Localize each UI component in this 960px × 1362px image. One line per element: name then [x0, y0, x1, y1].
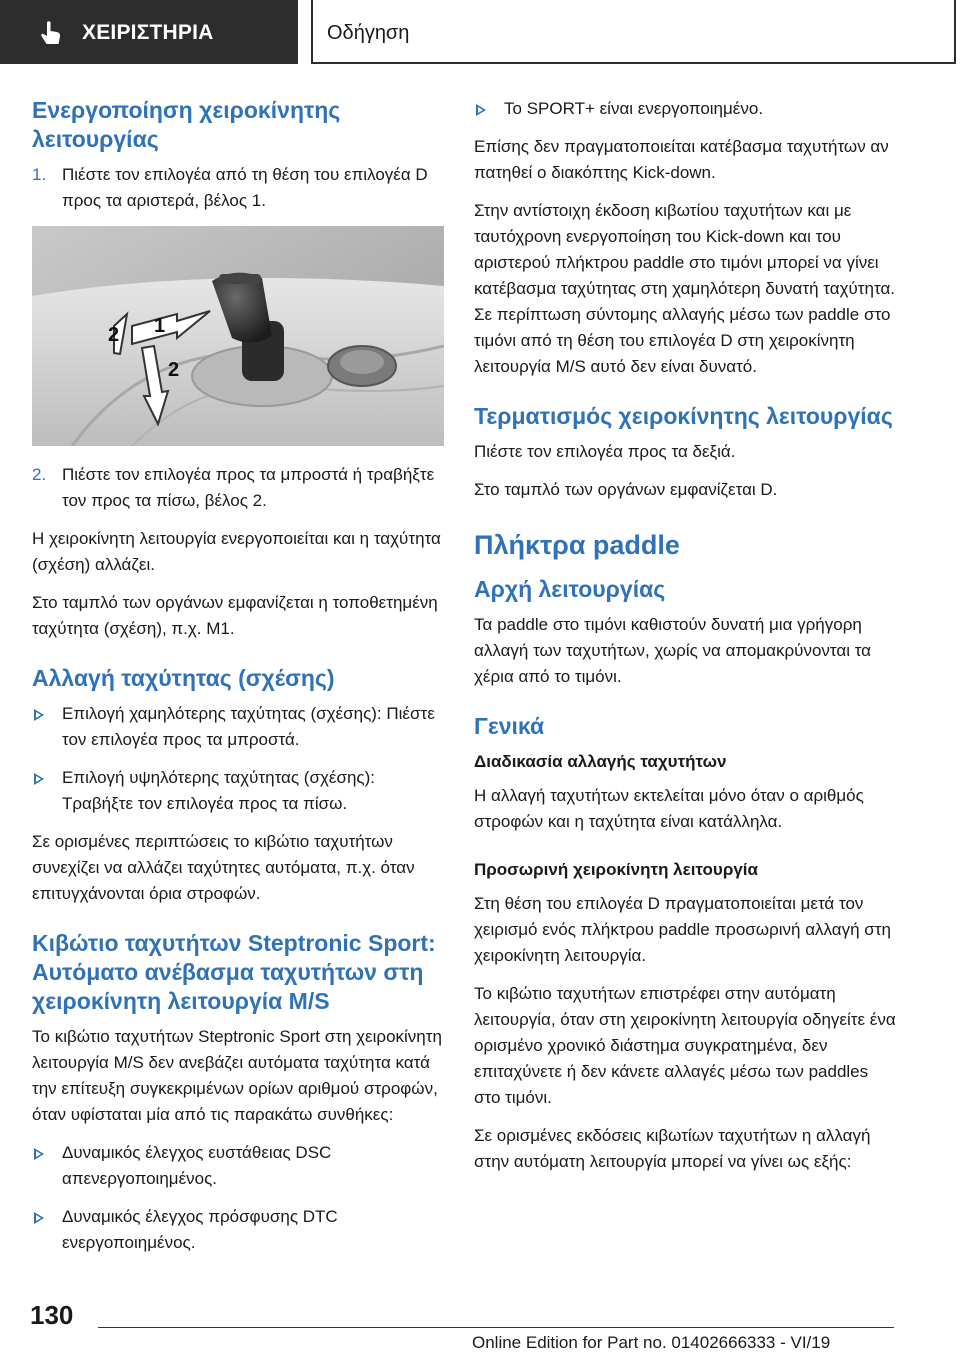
paragraph: Πιέστε τον επιλογέα προς τα δεξιά. [474, 442, 736, 461]
paragraph: Στο ταμπλό των οργάνων εμφανίζεται D. [474, 480, 778, 499]
bullet-text: Επιλογή χαμηλότερης ταχύτητας (σχέσης): Πιέστε τον επιλογέα προς τα μπροστά. [62, 704, 435, 749]
paragraph: Σε ορισμένες εκδόσεις κιβωτίων ταχυτήτων η αλλαγή στην αυτόματη λειτουργία μπορεί να γίνει ως εξής: [474, 1126, 871, 1171]
triangle-bullet-icon [476, 104, 486, 116]
step-number: 2. [32, 465, 47, 484]
heading-paddles: Πλήκτρα paddle [474, 530, 680, 560]
bullet-text: Δυναμικός έλεγχος ευστάθειας DSC απενεργοποιημένος. [62, 1143, 332, 1188]
left-column [32, 96, 444, 1268]
bullet-item [32, 1140, 444, 1192]
paragraph: Το κιβώτιο ταχυτήτων Steptronic Sport στη χειροκίνητη λειτουργία M/S δεν ανεβάζει αυτόματα ταχύτητα κατά την επίτευξη συγκεκριμένων ορίων αριθμού στροφών, όταν υφίσταται μία από τις παρακάτω συνθήκες: [32, 1027, 442, 1124]
right-column [474, 96, 898, 1187]
page-number: 130 [30, 1300, 74, 1330]
chapter-tab [0, 0, 298, 64]
bullet-text: Δυναμικός έλεγχος πρόσφυσης DTC ενεργοποιημένος. [62, 1207, 338, 1252]
paragraph: Σε ορισμένες περιπτώσεις το κιβώτιο ταχυτήτων συνεχίζει να αλλάζει ταχύτητες αυτόματα, π.χ. όταν επιτυγχάνονται όρια στροφών. [32, 832, 415, 903]
heading-activation: Ενεργοποίηση χειροκίνητης λειτουργίας [32, 97, 341, 152]
paragraph: Επίσης δεν πραγματοποιείται κατέβασμα ταχυτήτων αν πατηθεί ο διακόπτης Kick-down. [474, 137, 889, 182]
step-2 [32, 462, 444, 514]
bullet-item [32, 1204, 444, 1256]
bullet-text: Το SPORT+ είναι ενεργοποιημένο. [504, 99, 764, 118]
paragraph: Στο ταμπλό των οργάνων εμφανίζεται η τοποθετημένη ταχύτητα (σχέση), π.χ. M1. [32, 593, 438, 638]
subheading-procedure: Διαδικασία αλλαγής ταχυτήτων [474, 752, 727, 771]
paragraph: Στη θέση του επιλογέα D πραγματοποιείται μετά τον χειρισμό ενός πλήκτρου paddle προσωρινή αλλαγή στη χειροκίνητη λειτουργία. [474, 894, 891, 965]
bullet-text: Επιλογή υψηλότερης ταχύτητας (σχέσης): Τραβήξτε τον επιλογέα προς τα πίσω. [62, 768, 375, 813]
section-header [311, 0, 956, 64]
gear-selector-photo [32, 226, 444, 446]
subheading-temporary: Προσωρινή χειροκίνητη λειτουργία [474, 860, 758, 879]
paragraph: Τα paddle στο τιμόνι καθιστούν δυνατή μια γρήγορη αλλαγή των ταχυτήτων, χωρίς να απομακρύνονται τα χέρια από το τιμόνι. [474, 615, 872, 686]
idrive-controller-top [340, 350, 384, 374]
step-number: 1. [32, 165, 47, 184]
step-text: Πιέστε τον επιλογέα από τη θέση του επιλογέα D προς τα αριστερά, βέλος 1. [62, 165, 428, 210]
step-text: Πιέστε τον επιλογέα προς τα μπροστά ή τραβήξτε τον προς τα πίσω, βέλος 2. [62, 465, 435, 510]
bullet-item [32, 765, 444, 817]
footer-divider [98, 1327, 894, 1328]
heading-gear-change: Αλλαγή ταχύτητας (σχέσης) [32, 665, 335, 691]
selector-lever-top [219, 274, 261, 284]
arrow-2-label: 2 [168, 359, 180, 381]
heading-termination: Τερματισμός χειροκίνητης λειτουργίας [474, 403, 893, 429]
arrow-2-label: 2 [108, 324, 120, 346]
step-1 [32, 162, 444, 214]
paragraph: Το κιβώτιο ταχυτήτων επιστρέφει στην αυτόματη λειτουργία, όταν στη χειροκίνητη λειτουργία οδηγείτε ένα ορισμένο χρονικό διάστημα συγκρατημένα, δεν επιταχύνετε ή δεν κάνετε αλλαγές μέσω των paddles στο τιμόνι. [474, 984, 896, 1107]
section-title: Οδήγηση [327, 22, 410, 44]
bullet-item [474, 96, 898, 122]
triangle-bullet-icon [34, 1212, 44, 1224]
heading-steptronic: Κιβώτιο ταχυτήτων Steptronic Sport: Αυτόματο ανέβασμα ταχυτήτων στη χειροκίνητη λειτουργία M/S [32, 930, 436, 1014]
triangle-bullet-icon [34, 773, 44, 785]
paragraph: Στην αντίστοιχη έκδοση κιβωτίου ταχυτήτων και με ταυτόχρονη ενεργοποίηση του Kick-down και του αριστερού πλήκτρου paddle στο τιμόνι μπορεί να γίνει κατέβασμα ταχύτητας στη χαμηλότερη δυνατή ταχύτητα. Σε περίπτωση σύντομης αλλαγής μέσω των paddle στο τιμόνι από τη θέση του επιλογέα D στη χειροκίνητη λειτουργία M/S αυτό δεν είναι δυνατό. [474, 201, 895, 376]
hand-pointer-icon [38, 20, 64, 46]
triangle-bullet-icon [34, 709, 44, 721]
heading-principle: Αρχή λειτουργίας [474, 576, 666, 602]
arrow-1-label: 1 [154, 315, 166, 337]
paragraph: Η αλλαγή ταχυτήτων εκτελείται μόνο όταν ο αριθμός στροφών και η ταχύτητα είναι κατάλληλα. [474, 786, 864, 831]
chapter-title: ΧΕΙΡΙΣΤΗΡΙΑ [82, 21, 214, 44]
paragraph: Η χειροκίνητη λειτουργία ενεργοποιείται και η ταχύτητα (σχέση) αλλάζει. [32, 529, 441, 574]
bullet-item [32, 701, 444, 753]
heading-general: Γενικά [474, 713, 545, 739]
edition-note: Online Edition for Part no. 01402666333 - VI/19 [472, 1333, 831, 1352]
triangle-bullet-icon [34, 1148, 44, 1160]
